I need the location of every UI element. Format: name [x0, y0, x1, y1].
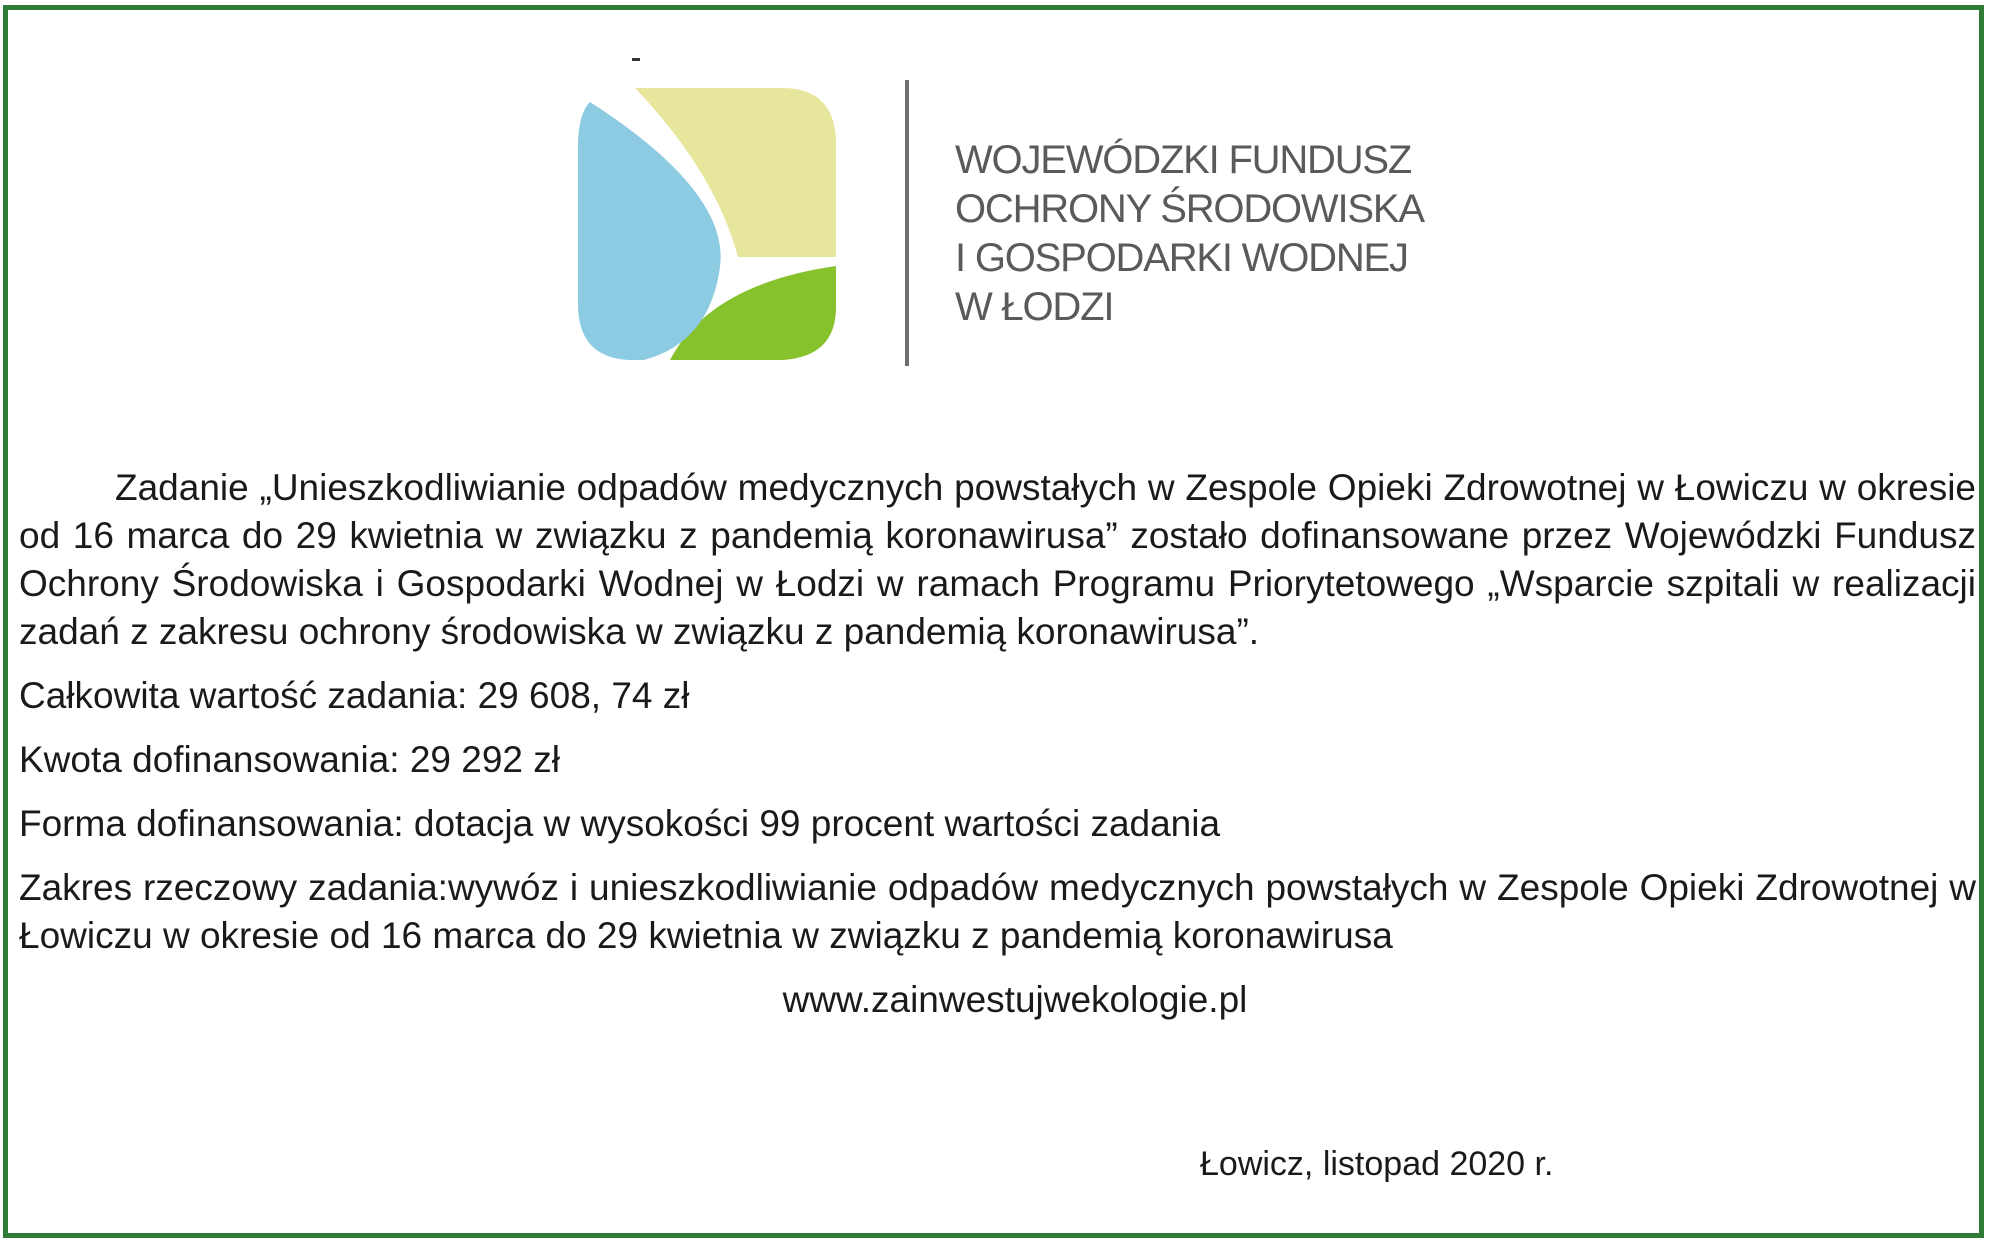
logo-divider	[905, 80, 909, 366]
funding-amount: Kwota dofinansowania: 29 292 zł	[19, 739, 560, 780]
logo-line-1: WOJEWÓDZKI FUNDUSZ	[955, 138, 1412, 182]
logo-top-mark	[632, 58, 640, 61]
logo-line-3: I GOSPODARKI WODNEJ	[955, 236, 1408, 280]
logo-text	[955, 136, 1424, 332]
place-date: Łowicz, listopad 2020 r.	[1200, 1145, 1554, 1183]
total-value: Całkowita wartość zadania: 29 608, 74 zł	[19, 675, 690, 716]
task-scope: Zakres rzeczowy zadania:wywóz i unieszkodliwianie odpadów medycznych powstałych w Zespole Opieki Zdrowotnej w Łowiczu w okresie od 16 marca do 29 kwietnia w związku z pandemią koronawirusa	[19, 867, 1976, 956]
task-description: Zadanie „Unieszkodliwianie odpadów medycznych powstałych w Zespole Opieki Zdrowotnej w Łowiczu w okresie od 16 marca do 29 kwietnia w związku z pandemią koronawirusa” zostało dofinansowane przez Wojewódzki Fundusz Ochrony Środowiska i Gospodarki Wodnej w Łodzi w ramach Programu Priorytetowego „Wsparcie szpitali w realizacji zadań z zakresu ochrony środowiska w związku z pandemią koronawirusa”.	[19, 467, 1976, 652]
logo-line-2: OCHRONY ŚRODOWISKA	[955, 187, 1424, 231]
funding-form: Forma dofinansowania: dotacja w wysokości 99 procent wartości zadania	[19, 803, 1221, 844]
website-text: www.zainwestujwekologie.pl	[782, 979, 1248, 1020]
fund-logo	[560, 52, 1460, 382]
notice-content	[19, 464, 1976, 1024]
logo-mark-icon	[560, 52, 850, 372]
logo-line-4: W ŁODZI	[955, 285, 1114, 329]
